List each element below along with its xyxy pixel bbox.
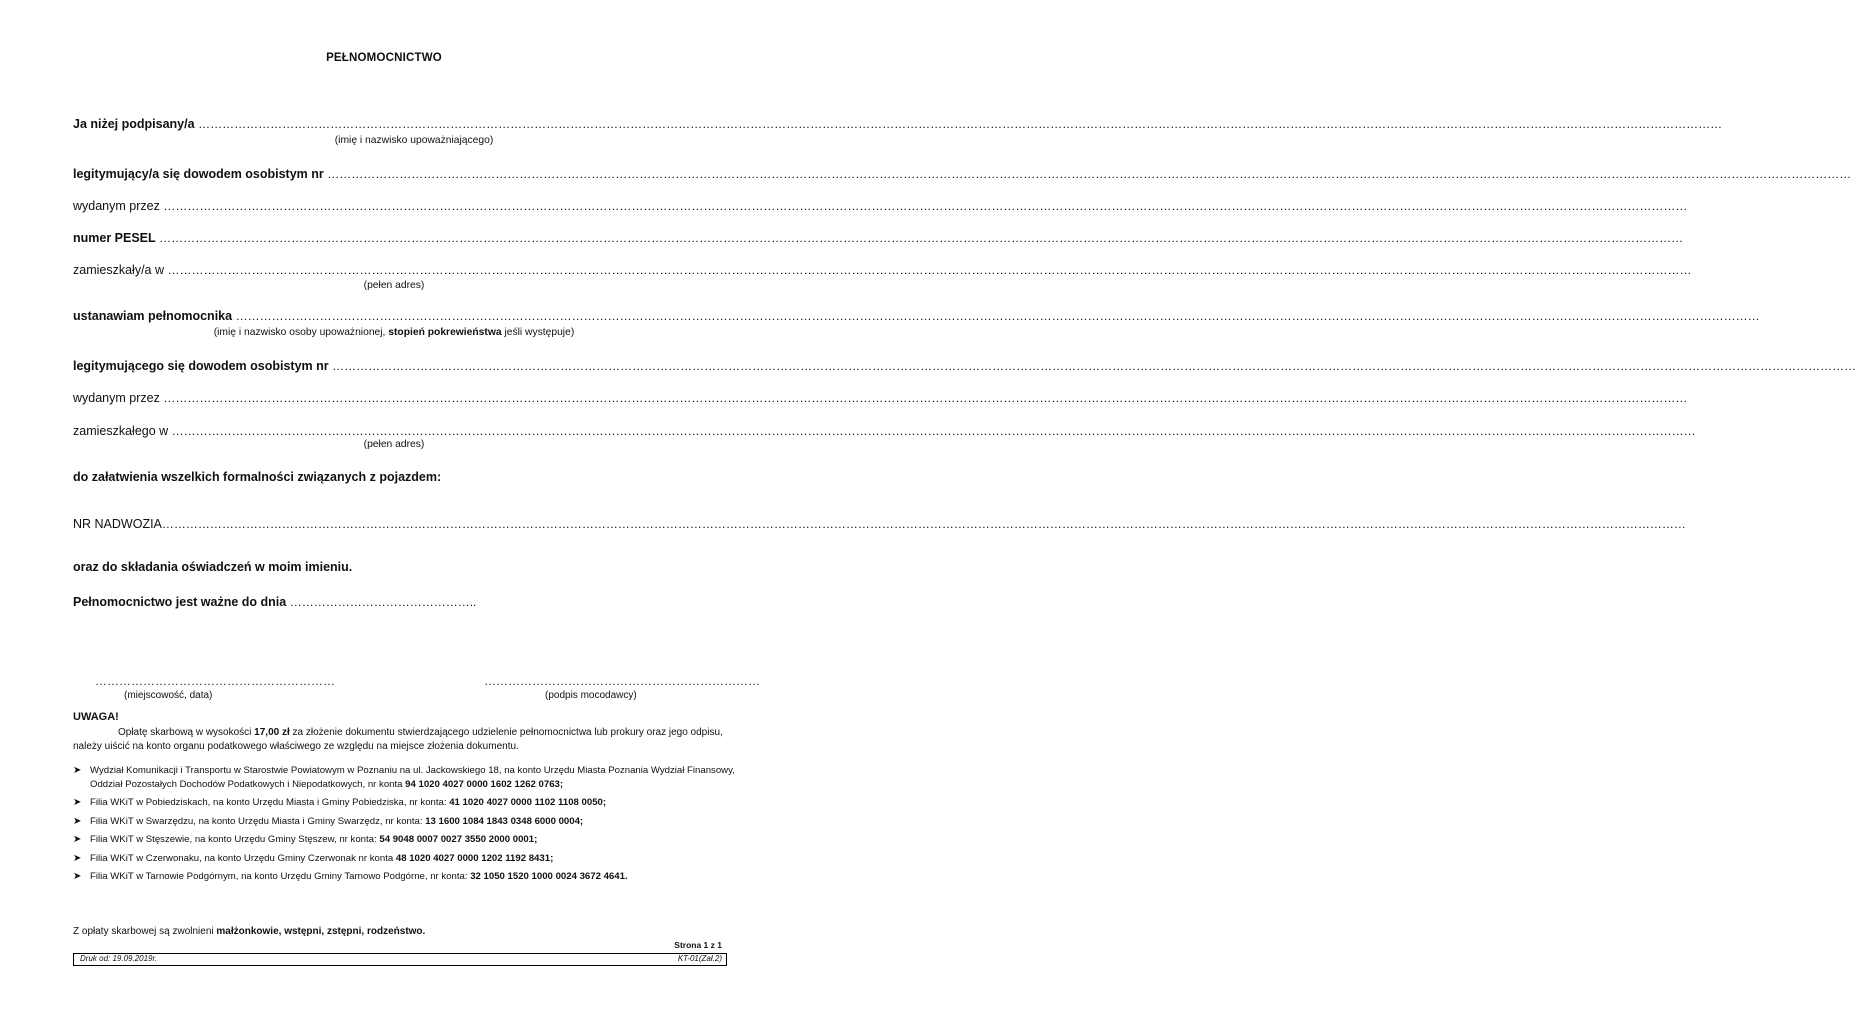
field-label: zamieszkałego w bbox=[73, 424, 169, 438]
formalities-heading: do załatwienia wszelkich formalności związanych z pojazdem: bbox=[73, 470, 442, 484]
field-vin[interactable] bbox=[73, 517, 1686, 531]
place-date-field[interactable]: …………………………………………………… bbox=[95, 674, 335, 688]
field-label: numer PESEL bbox=[73, 231, 156, 245]
fill-dots: ………………………………………………………………………………………………………………………………………………………………………………………………………………………………………………………………………………………………………………………………………………… bbox=[235, 309, 1760, 323]
field-proxy-issued-by[interactable] bbox=[73, 391, 1688, 405]
field-label: legitymujący/a się dowodem osobistym nr bbox=[73, 167, 324, 181]
list-item: ➤ Filia WKiT w Pobiedziskach, na konto Urzędu Miasta i Gminy Pobiedziska, nr konta: 41 1020 4027 0000 1102 1108 0050; bbox=[73, 797, 607, 808]
field-proxy-address[interactable] bbox=[73, 424, 1696, 438]
list-item: ➤ Wydział Komunikacji i Transportu w Starostwie Powiatowym w Poznaniu na ul. Jackowskiego 18, na konto Urzędu Miasta Poznania Wydział Finansowy, Oddział Pozostałych Dochodów Podatkowych i Niepodatkowych, nr konta 94 1020 4027 0000 1602 1262 0763; bbox=[73, 765, 735, 790]
fill-dots: ………………………………………………………………………………………………………………………………………………………………………………………………………………………………………………………………………………………………………………………………………………… bbox=[161, 517, 1686, 531]
field-proxy-id-number[interactable] bbox=[73, 359, 1856, 373]
signature-label: (podpis mocodawcy) bbox=[545, 690, 637, 701]
arrow-bullet-icon: ➤ bbox=[73, 765, 82, 776]
field-principal-address[interactable] bbox=[73, 263, 1692, 277]
document-title: PEŁNOMOCNICTWO bbox=[326, 52, 442, 64]
notice-paragraph: Opłatę skarbową w wysokości 17,00 zł za złożenie dokumentu stwierdzającego udzielenie pełnomocnictwa lub prokury oraz jego odpisu, należy uiścić na konto organu podatkowego właściwego ze względu na miejsce złożenia dokumentu. bbox=[73, 727, 723, 752]
exemption-note: Z opłaty skarbowej są zwolnieni małżonkowie, wstępni, zstępni, rodzeństwo. bbox=[73, 926, 426, 937]
arrow-bullet-icon: ➤ bbox=[73, 871, 82, 882]
field-hint: (pełen adres) bbox=[363, 280, 425, 291]
place-date-label: (miejscowość, data) bbox=[124, 690, 213, 701]
fill-dots: ………………………………………………………………………………………………………………………………………………………………………………………………………………………………………………………………………………………………………………………………………………… bbox=[171, 424, 1696, 438]
field-label: Pełnomocnictwo jest ważne do dnia bbox=[73, 595, 287, 609]
field-pesel[interactable] bbox=[73, 231, 1684, 245]
field-label: legitymującego się dowodem osobistym nr bbox=[73, 359, 329, 373]
fill-dots: ………………………………………………………………………………………………………………………………………………………………………………………………………………………………………………………………………………………………………………………………………………… bbox=[163, 391, 1688, 405]
field-label: wydanym przez bbox=[73, 391, 160, 405]
fill-dots: ……………………………………….. bbox=[289, 595, 477, 609]
statements-heading: oraz do składania oświadczeń w moim imieniu. bbox=[73, 560, 353, 574]
field-hint: (imię i nazwisko upoważniającego) bbox=[334, 135, 494, 146]
list-item: ➤ Filia WKiT w Czerwonaku, na konto Urzędu Gminy Czerwonak nr konta 48 1020 4027 0000 1202 1192 8431; bbox=[73, 852, 554, 864]
field-hint-proxy: (imię i nazwisko osoby upoważnionej, stopień pokrewieństwa jeśli występuje) bbox=[213, 327, 575, 338]
list-item: ➤ Filia WKiT w Tarnowie Podgórnym, na konto Urzędu Gminy Tarnowo Podgórne, nr konta: 32 1050 1520 1000 0024 3672 4641. bbox=[73, 871, 628, 882]
field-label: ustanawiam pełnomocnika bbox=[73, 309, 233, 323]
field-proxy-name[interactable] bbox=[73, 309, 1760, 323]
list-item: ➤ Filia WKiT w Stęszewie, na konto Urzędu Gminy Stęszew, nr konta: 54 9048 0007 0027 3550 2000 0001; bbox=[73, 834, 538, 845]
arrow-bullet-icon: ➤ bbox=[73, 834, 82, 845]
notice-title: UWAGA! bbox=[73, 711, 119, 723]
fill-dots: ………………………………………………………………………………………………………………………………………………………………………………………………………………………………………………………………………………………………………………………………………………… bbox=[167, 263, 1692, 277]
page-number: Strona 1 z 1 bbox=[674, 940, 722, 950]
field-principal-name[interactable] bbox=[73, 117, 1723, 131]
signature-field[interactable]: …………………………………………………………… bbox=[484, 674, 760, 688]
fill-dots: ………………………………………………………………………………………………………………………………………………………………………………………………………………………………………………………………………………………………………………………………………………… bbox=[163, 199, 1688, 213]
arrow-bullet-icon: ➤ bbox=[73, 815, 82, 827]
print-date: Druk od: 19.09.2019r. bbox=[80, 954, 158, 963]
list-item: ➤ Filia WKiT w Swarzędzu, na konto Urzędu Miasta i Gminy Swarzędz, nr konta: 13 1600 1084 1843 0348 6000 0004; bbox=[73, 815, 584, 827]
fill-dots: ………………………………………………………………………………………………………………………………………………………………………………………………………………………………………………………………………………………………………………………………………………… bbox=[332, 359, 1856, 373]
form-code: KT-01(Zał.2) bbox=[677, 954, 722, 963]
arrow-bullet-icon: ➤ bbox=[73, 852, 82, 864]
branch-list bbox=[73, 764, 738, 889]
field-valid-until[interactable] bbox=[73, 595, 477, 609]
print-footer bbox=[73, 953, 727, 966]
field-label: Ja niżej podpisany/a bbox=[73, 117, 195, 131]
fill-dots: ………………………………………………………………………………………………………………………………………………………………………………………………………………………………………………………………………………………………………………………………………………… bbox=[159, 231, 1684, 245]
field-label: zamieszkały/a w bbox=[73, 263, 164, 277]
fill-dots: ………………………………………………………………………………………………………………………………………………………………………………………………………………………………………………………………………………………………………………………………………………… bbox=[327, 167, 1852, 181]
field-principal-id-number[interactable] bbox=[73, 167, 1852, 181]
field-label: NR NADWOZIA bbox=[73, 517, 162, 531]
field-principal-issued-by[interactable] bbox=[73, 199, 1688, 213]
fill-dots: ………………………………………………………………………………………………………………………………………………………………………………………………………………………………………………………………………………………………………………………………………………… bbox=[198, 117, 1723, 131]
field-hint: (pełen adres) bbox=[363, 439, 425, 450]
field-label: wydanym przez bbox=[73, 199, 160, 213]
arrow-bullet-icon: ➤ bbox=[73, 797, 82, 808]
